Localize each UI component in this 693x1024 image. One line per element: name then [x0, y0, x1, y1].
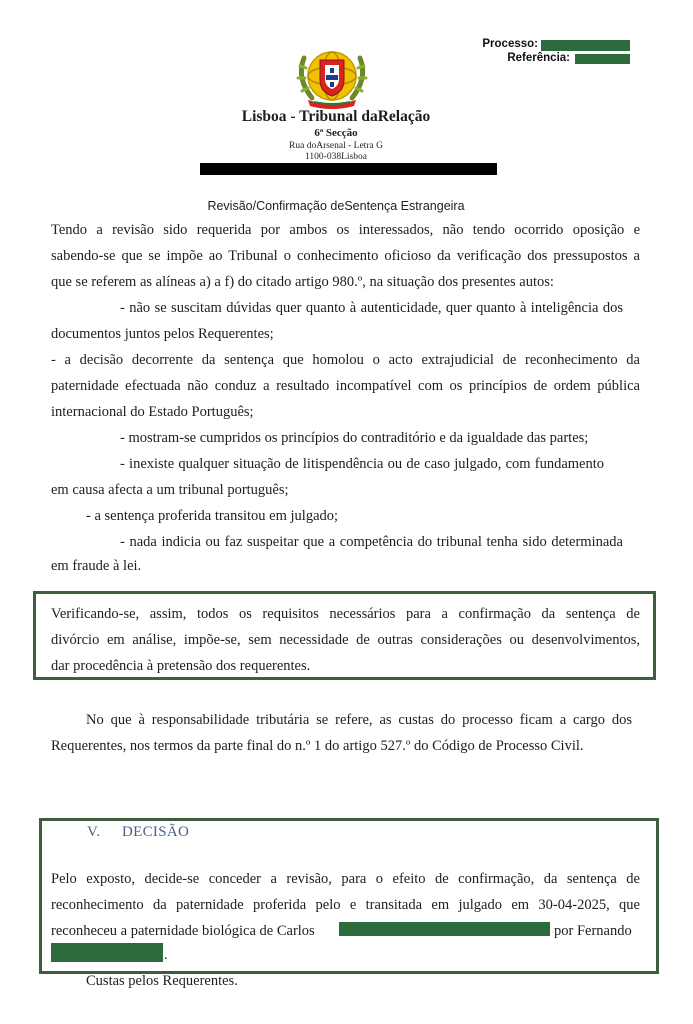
costs-paragraph-line: Requerentes, nos termos da parte final do n.º 1 do artigo 527.º do Código de Processo Civil.	[51, 738, 584, 754]
bullet-line: - inexiste qualquer situação de litispendência ou de caso julgado, com fundamento	[120, 456, 604, 472]
decision-line: reconhecimento da paternidade proferida pelo e transitada em julgado em 30-04-2025, que	[51, 897, 640, 913]
bullet-line: - a decisão decorrente da sentença que homolou o acto extrajudicial de reconhecimento da	[51, 352, 640, 368]
bullet-line: - não se suscitam dúvidas quer quanto à autenticidade, quer quanto à inteligência dos	[120, 300, 623, 316]
decision-line: Pelo exposto, decide-se conceder a revisão, para o efeito de confirmação, da sentença de	[51, 871, 640, 887]
decision-title: DECISÃO	[122, 824, 190, 840]
costs-paragraph-line: No que à responsabilidade tributária se refere, as custas do processo ficam a cargo dos	[86, 712, 632, 728]
paragraph-line: sabendo-se que se impõe ao Tribunal o conhecimento oficioso da verificação dos pressupostos a	[51, 248, 640, 264]
bullet-line: - nada indicia ou faz suspeitar que a competência do tribunal tenha sido determinada	[120, 534, 623, 550]
sentence-period: .	[164, 947, 168, 963]
paragraph-line: Tendo a revisão sido requerida por ambos os interessados, não tendo ocorrido oposição e	[51, 222, 640, 238]
process-number-redaction	[541, 40, 630, 51]
decision-line: reconheceu a paternidade biológica de Carlos	[51, 923, 315, 939]
redaction-bar	[200, 163, 497, 175]
costs-statement: Custas pelos Requerentes.	[86, 973, 238, 989]
name-redaction	[51, 943, 163, 962]
bullet-line: - mostram-se cumpridos os princípios do contraditório e da igualdade das partes;	[120, 430, 589, 446]
bullet-line: paternidade efectuada não conduz a resultado incompatível com os princípios de ordem pública	[51, 378, 640, 394]
court-name: Lisboa - Tribunal daRelação	[241, 108, 431, 125]
court-postal-code: 1100-038Lisboa	[305, 152, 367, 162]
conclusion-line: dar procedência à pretensão dos requerentes.	[51, 658, 311, 674]
bullet-line: em fraude à lei.	[51, 558, 142, 574]
reference-number-redaction	[575, 54, 630, 64]
document-type-heading: Revisão/Confirmação deSentença Estrangeira	[207, 199, 465, 213]
court-section: 6ª Secção	[314, 127, 358, 139]
decision-line-end: por Fernando	[554, 923, 632, 939]
bullet-line: em causa afecta a um tribunal português;	[51, 482, 289, 498]
name-redaction	[339, 922, 550, 936]
bullet-line: documentos juntos pelos Requerentes;	[51, 326, 274, 342]
coat-of-arms-emblem	[290, 38, 374, 110]
bullet-line: - a sentença proferida transitou em julgado;	[86, 508, 339, 524]
reference-label: Referência:	[507, 52, 570, 64]
process-label: Processo:	[482, 38, 538, 50]
bullet-line: internacional do Estado Português;	[51, 404, 254, 420]
conclusion-line: divórcio em análise, impõe-se, sem necessidade de outras considerações ou desenvolvimentos,	[51, 632, 640, 648]
conclusion-line: Verificando-se, assim, todos os requisitos necessários para a confirmação da sentença de	[51, 606, 640, 622]
paragraph-line: que se referem as alíneas a) a f) do citado artigo 980.º, na situação dos presentes autos:	[51, 274, 554, 290]
court-address: Rua doArsenal - Letra G	[289, 141, 383, 151]
decision-numeral: V.	[87, 824, 101, 840]
